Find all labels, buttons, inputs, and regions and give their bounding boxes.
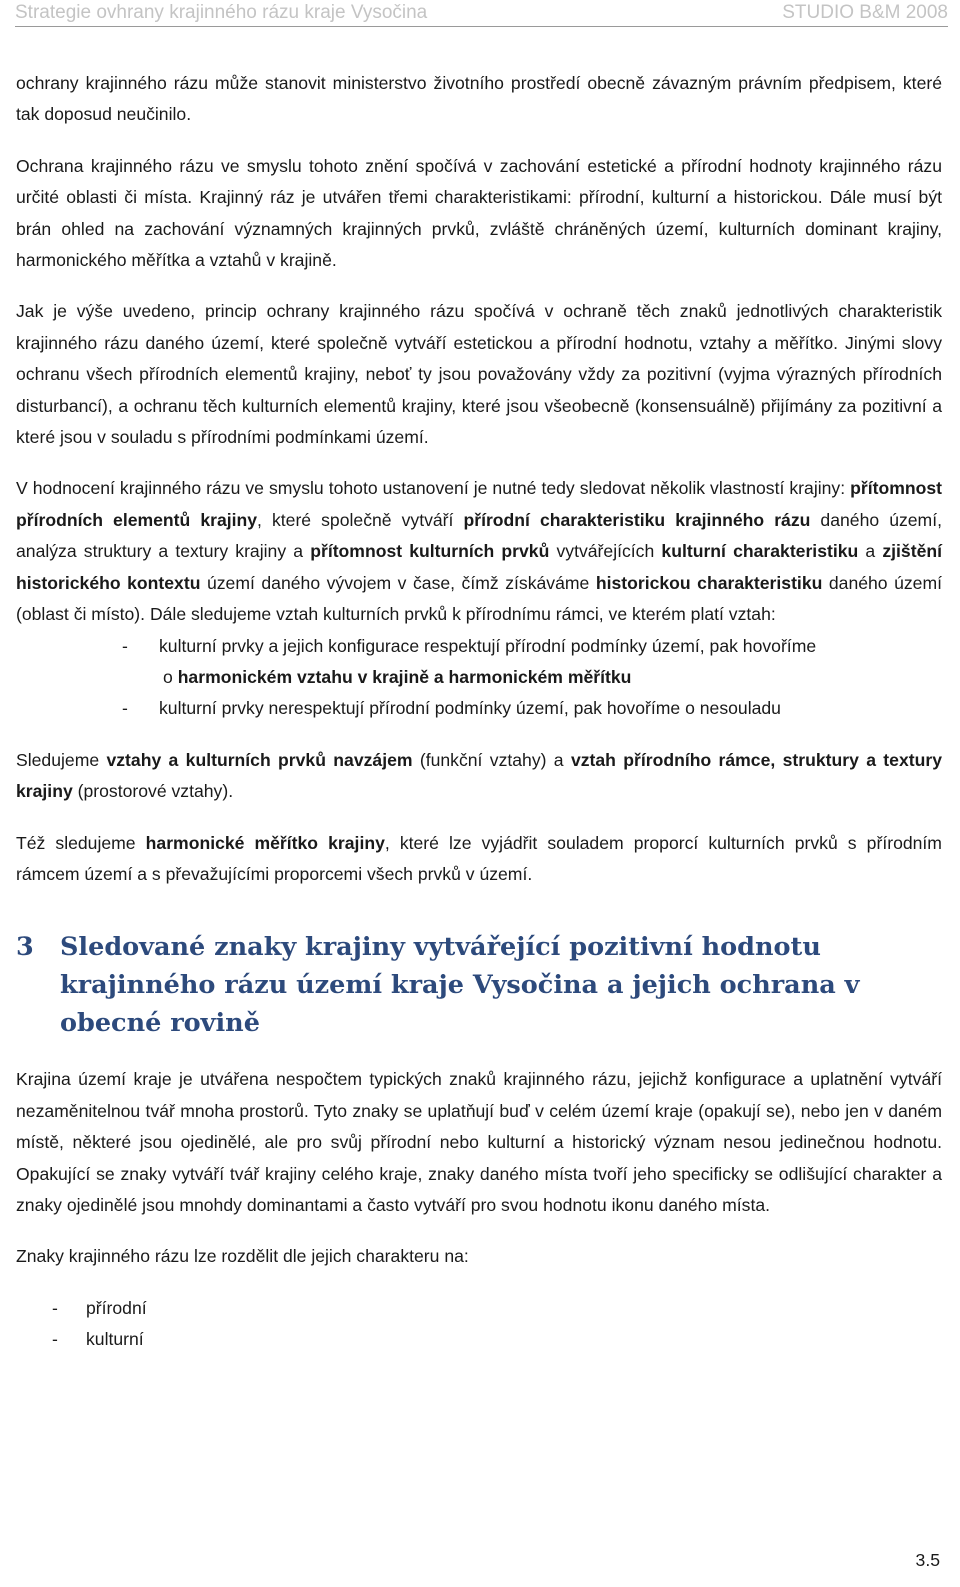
list-dash: - — [122, 698, 128, 719]
list-dash: - — [52, 1297, 58, 1318]
list-item: - kulturní prvky nerespektují přírodní podmínky území, pak hovoříme o nesouladu — [16, 693, 942, 724]
relation-list — [16, 631, 942, 725]
paragraph-3: Jak je výše uvedeno, princip ochrany krajinného rázu spočívá v ochraně těch znaků jednotlivých charakteristik krajinného rázu daného území, které společně vytváří estetickou a přírodní hodnotu, vztahy a měřítko. Jinými slovy ochranu všech přírodních elementů krajiny, neboť ty jsou považovány vždy za pozitivní (vyjma výrazných přírodních disturbancí), a ochranu těch kulturních elementů krajiny, které jsou všeobecně (konsensuálně) přijímány za pozitivní a které jsou v souladu s přírodními podmínkami území. — [16, 301, 942, 448]
section-title: Sledované znaky krajiny vytvářející pozitivní hodnotu krajinného rázu území kraje Vysočina a jejich ochrana v obecné rovině — [60, 932, 860, 1039]
paragraph-8: Znaky krajinného rázu lze rozdělit dle jejich charakteru na: — [16, 1246, 469, 1267]
paragraph-7: Krajina území kraje je utvářena nespočtem typických znaků krajinného rázu, jejichž konfigurace a uplatnění vytváří nezaměnitelnou tvář mnoha prostorů. Tyto znaky se uplatňují buď v celém území kraje (opakují se), nebo jen v daném místě, některé jsou ojedinělé, ale pro svůj přírodní nebo kulturní a historický význam nesou jedinečnou hodnotu. Opakující se znaky vytváří tvář krajiny celého kraje, znaky daného místa tvoří jeho specificky se odlišující charakter a znaky ojedinělé jsou mnohdy dominantami a často vytváří pro svou hodnotu ikonu daného místa. — [16, 1069, 942, 1215]
paragraph-2: Ochrana krajinného rázu ve smyslu tohoto znění spočívá v zachování estetické a přírodní hodnoty krajinného rázu určité oblasti či místa. Krajinný ráz je utvářen třemi charakteristikami: přírodní, kulturní a historickou. Dále musí být brán ohled na zachování významných krajinných prvků, zvláště chráněných území, kulturních dominant krajiny, harmonického měřítka a vztahů v krajině. — [16, 155, 942, 271]
page-header — [15, 0, 948, 27]
list-dash: - — [122, 635, 128, 656]
character-list — [16, 1293, 942, 1356]
paragraph-1: ochrany krajinného rázu může stanovit ministerstvo životního prostředí obecně závazným právním předpisem, které tak doposud neučinilo. — [16, 73, 942, 125]
list-item: - kulturní — [16, 1324, 942, 1355]
list-item: - přírodní — [16, 1293, 942, 1324]
header-title: Strategie ovhrany krajinného rázu kraje Vysočina — [15, 2, 428, 23]
list-dash: - — [52, 1329, 58, 1350]
page-content — [16, 68, 942, 1356]
paragraph-5: Sledujeme vztahy a kulturních prvků navzájem (funkční vztahy) a vztah přírodního rámce, struktury a textury krajiny (prostorové vztahy). — [16, 749, 942, 802]
page-number: 3.5 — [915, 1550, 940, 1570]
paragraph-4: V hodnocení krajinného rázu ve smyslu tohoto ustanovení je nutné tedy sledovat několik vlastností krajiny: přítomnost přírodních elementů krajiny, které společně vytváří přírodní charakteristiku krajinného rázu daného území, analýza struktury a textury krajiny a přítomnost kulturních prvků vytvářejících kulturní charakteristiku a zjištění historického kontextu území daného vývojem v čase, čímž získáváme historickou charakteristiku daného území (oblast či místo). Dále sledujeme vztah kulturních prvků k přírodnímu rámci, ve kterém platí vztah: — [16, 478, 943, 625]
section-number: 3 — [16, 932, 34, 963]
list-item: - kulturní prvky a jejich konfigurace respektují přírodní podmínky území, pak hovoříme o harmonickém vztahu v krajině a harmonickém měřítku — [16, 631, 942, 694]
section-heading — [16, 928, 942, 1042]
paragraph-6: Též sledujeme harmonické měřítko krajiny, které lze vyjádřit souladem proporcí kulturních prvků s přírodním rámcem území a s převažujícími proporcemi všech prvků v území. — [16, 832, 942, 884]
header-studio: STUDIO B&M 2008 — [782, 2, 948, 23]
